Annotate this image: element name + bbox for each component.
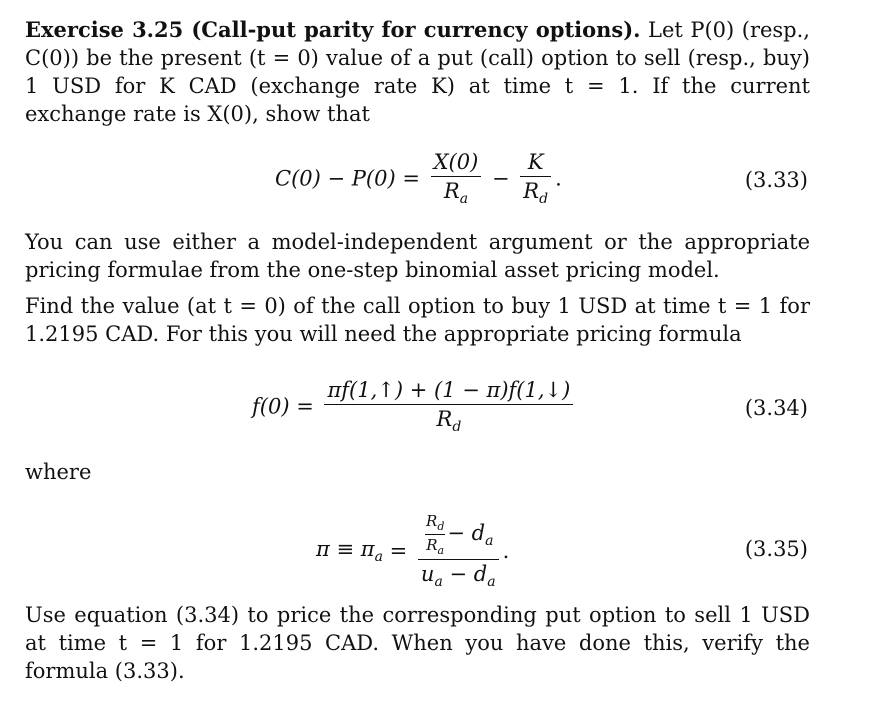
eq335-fraction bbox=[418, 512, 499, 590]
eq333-period: . bbox=[555, 166, 562, 191]
word-where: where bbox=[25, 460, 92, 484]
eq333-lhs: C(0) − P(0) = bbox=[275, 166, 420, 191]
paragraph-approach: You can use either a model-independent argument or the appropriate pricing formulae from the one-step binomial asset pricing model. bbox=[25, 230, 810, 282]
eq334-fraction bbox=[324, 378, 573, 435]
eq335-period: . bbox=[502, 539, 510, 564]
eq334-num: πf(1,↑) + (1 − π)f(1,↓) bbox=[324, 378, 573, 405]
eq333-fraction-2 bbox=[520, 150, 551, 207]
equation-3-33 bbox=[0, 150, 890, 212]
exercise-heading: Exercise 3.25 (Call-put parity for currency options). bbox=[25, 17, 641, 42]
eq335-num: $\frac{R_d}{R_a}$ − $d_a$ bbox=[418, 512, 499, 560]
eq334-lhs: f(0) = bbox=[252, 394, 314, 419]
exercise-statement bbox=[25, 16, 810, 128]
equation-number-3-34: (3.34) bbox=[744, 396, 808, 420]
eq333-frac1-den: $R_a$ bbox=[443, 179, 469, 208]
eq335-lhs: $\pi \equiv \pi_a$ bbox=[316, 537, 383, 566]
eq333-fraction-1 bbox=[431, 150, 482, 207]
paragraph-put-option: Use equation (3.34) to price the corresponding put option to sell 1 USD at time t = 1 for 1.2195 CAD. When you have done this, verify the formula (3.33). bbox=[25, 603, 810, 683]
eq333-frac2-den: $R_d$ bbox=[523, 179, 549, 208]
exercise-intro: Let P(0) (resp., C(0)) be the present (t = 0) value of a put (call) option to sell (resp., buy) 1 USD for K CAD (exchange rate K) at time t = 1. If the current exchange rate is X(0), show that bbox=[25, 18, 810, 126]
equation-number-3-35: (3.35) bbox=[744, 537, 808, 561]
equation-number-3-33: (3.33) bbox=[744, 168, 808, 192]
equation-3-35 bbox=[0, 512, 890, 591]
paragraph-call-value: Find the value (at t = 0) of the call option to buy 1 USD at time t = 1 for 1.2195 CAD. For this you will need the appropriate pricing formula bbox=[25, 294, 810, 346]
eq333-minus: − bbox=[492, 166, 510, 191]
equation-3-34 bbox=[0, 378, 890, 440]
eq333-frac2-num: K bbox=[520, 150, 551, 177]
eq335-inner-fraction: $\frac{R_d}{R_a}$ bbox=[426, 512, 445, 557]
eq333-frac1-num: X(0) bbox=[431, 150, 482, 177]
eq335-equals: = bbox=[389, 539, 408, 564]
eq334-den: $R_d$ bbox=[436, 407, 462, 436]
eq335-den: $u_a - d_a$ bbox=[420, 562, 496, 591]
